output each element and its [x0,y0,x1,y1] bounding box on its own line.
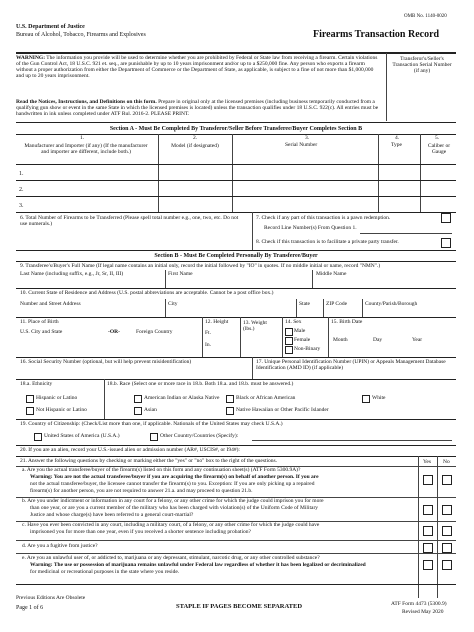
q21e-yes-checkbox[interactable] [423,560,433,570]
ethnicity-not-hispanic-checkbox[interactable] [26,407,34,415]
q20-rule [16,456,456,457]
q21e-text: e. Are you an unlawful user of, or addicted to, marijuana or any depressant, stimulant, narcotic drug, or any other controlled substance? [22,555,320,561]
agency-name: U.S. Department of Justice [16,24,85,30]
col1-header: Manufacturer and Importer (if any) (If the manufacturer and importer are different, include both.) [24,143,148,156]
county-field[interactable]: County/Parish/Borough [365,301,418,307]
race-white-label: White [372,395,386,401]
seller-serial-number-field[interactable]: Transferor's/Seller's Transaction Serial Number (if any) [392,56,452,75]
col4-num: 4. [395,135,400,141]
q21b-text-3: Justice and whose charge(s) have been referred to a general court-martial? [30,512,194,518]
q10-divider-3 [323,299,324,317]
q16-divider [252,357,253,379]
q21a-no-checkbox[interactable] [442,475,452,485]
q21c-text-2: imprisoned you for more than one year, even if you received a shorter sentence including probation? [30,529,251,535]
footer-form-number: ATF Form 4473 (5300.9) [391,601,447,607]
no-column-header: No [443,459,450,465]
ethnicity-hispanic-label: Hispanic or Latino [36,395,78,401]
q21d-rule [16,553,456,554]
notices-text [16,99,382,117]
omb-number: OMB No. 1140-0020 [404,14,447,19]
q8-label: 8. Check if this transaction is to facilitate a private party transfer. [256,239,399,245]
race-pacific-islander-checkbox[interactable] [226,407,234,415]
race-white-checkbox[interactable] [362,395,370,403]
race-pacific-islander-label: Native Hawaiian or Other Pacific Islander [236,407,329,413]
q16-rule [16,379,456,380]
q18-divider [104,379,105,419]
height-feet-field[interactable]: Ft. [205,330,211,336]
firearm-row-rule-1 [16,180,456,181]
ssn-field[interactable]: 16. Social Security Number (optional, but will help prevent misidentification) [20,359,192,365]
q21a-yes-checkbox[interactable] [423,475,433,485]
q8-private-transfer-checkbox[interactable] [441,238,451,248]
section-b-header-rule [16,261,456,262]
q10-divider-1 [165,299,166,317]
firearm-row-rule-0 [16,164,456,165]
q21d-yes-checkbox[interactable] [423,543,433,553]
citizenship-usa-label: United States of America (U.S.A.) [44,433,120,439]
city-field[interactable]: City [168,301,178,307]
firearm-row-3-num: 3. [19,203,24,209]
q12-label: 12. Height [205,319,229,325]
footer-previous-editions: Previous Editions Are Obsolete [16,595,86,601]
q21c-rule [16,540,456,541]
race-black-checkbox[interactable] [226,395,234,403]
birth-year-field[interactable]: Year [412,337,423,343]
q21b-text-2: than one year, or are you a current member of the military who has been charged with violation(s) of the Uniform Code of Military [30,505,319,511]
race-american-indian-checkbox[interactable] [134,395,142,403]
q19-label: 19. Country of Citizenship: (Check/List more than one, if applicable. Nationals of the United States may check U.S.A.) [20,421,283,427]
q14-divider [282,317,283,357]
q10-rule [16,317,456,318]
sex-female-checkbox[interactable] [285,337,293,345]
bureau-name: Bureau of Alcohol, Tobacco, Firearms and Explosives [16,32,146,38]
q9-rule [16,288,456,289]
col2-num: 2. [193,135,198,141]
q21-label: 21. Answer the following questions by checking or marking either the "yes" or "no" box to the right of the questions. [20,458,278,464]
sex-nonbinary-label: Non-Binary [294,346,321,352]
q21c-text-1: c. Have you ever been convicted in any court, including a military court, of a felony, or any other crime for which the judge could have [22,522,320,528]
birth-city-state-field[interactable]: U.S. City and State [20,329,63,335]
q21c-no-checkbox[interactable] [442,526,452,536]
q21b-yes-checkbox[interactable] [423,505,433,515]
footer-revision-date: Revised May 2020 [402,609,444,615]
middle-name-field[interactable]: Middle Name [316,271,347,277]
firearm-row-1-num: 1. [19,171,24,177]
notices-label: Read the Notices, Instructions, and Definitions on this form. [16,99,157,105]
firearm-row-rule-2 [16,196,456,197]
q21a-note: firearm(s) for another person, you are not required to answer 21.a. and may proceed to question 21.b. [30,488,253,494]
citizenship-other-input[interactable] [252,440,452,441]
height-inches-field[interactable]: In. [205,342,211,348]
col2-header: Model (if designated) [171,143,219,149]
q21a-text: a. Are you the actual transferee/buyer of the firearm(s) listed on this form and any continuation sheet(s) (ATF Form 5300.9A)? [22,467,301,473]
q14-label: 14. Sex [285,319,302,325]
col5-header: Caliber or Gauge [427,143,451,156]
q21b-no-checkbox[interactable] [442,505,452,515]
race-american-indian-label: American Indian or Alaska Native [144,395,220,401]
serial-divider [386,53,387,121]
warning-body: The information you provide will be used to determine whether you are prohibited by Federal or State law from receiving a firearm. Certain violations of the Gun Control Act, 18 U.S.C. 921 et. seq., are punishable by up to 10 years imprisonment and/or up to a $250,000 fine. Any person who exports a firearm without a proper authorization from either the Department of Commerce or the Department of State, as applicable, is subject to a fine of not more than $1,000,000 and up to 20 years imprisonment. [16,55,378,80]
q21e-rule [16,584,456,585]
q9-label: 9. Transferee's/Buyer's Full Name (If legal name contains an initial only, record the initial followed by "IO" in quotes. If no middle initial or name, record "NMN".) [20,263,381,269]
zip-code-field[interactable]: ZIP Code [326,301,348,307]
birth-month-field[interactable]: Month [333,337,348,343]
q18b-label: 18.b. Race (Select one or more race in 18.b. Both 18.a. and 18.b. must be answered.) [107,381,294,387]
q21e-warning-cont: for medicinal or recreational purposes in the state where you reside. [30,569,180,575]
q18-rule [16,419,456,420]
ethnicity-hispanic-checkbox[interactable] [26,395,34,403]
q21d-text: d. Are you a fugitive from justice? [22,543,98,549]
footer-staple-notice: STAPLE IF PAGES BECOME SEPARATED [176,603,303,610]
section-b-rule [16,250,456,251]
last-name-field[interactable]: Last Name (including suffix, e.g., Jr, Sr, II, III) [20,271,124,277]
birth-foreign-country-field[interactable]: Foreign Country [136,329,173,335]
q10-divider-2 [296,299,297,317]
citizenship-usa-checkbox[interactable] [34,433,42,441]
col3-header: Serial Number [285,142,318,148]
q21e-no-checkbox[interactable] [442,560,452,570]
citizenship-other-label: Other Country/Countries (Specify): [160,433,239,439]
section-a-header: Section A - Must Be Completed By Transferor/Seller Before Transferee/Buyer Completes Section B [109,126,363,132]
street-address-field[interactable]: Number and Street Address [20,301,81,307]
race-asian-label: Asian [144,407,157,413]
q18a-label: 18.a. Ethnicity [20,381,53,387]
race-asian-checkbox[interactable] [134,407,142,415]
q21e-warning: Warning: The use or possession of marijuana remains unlawful under Federal law regardless of whether it has been legalized or decriminalized [30,562,366,568]
warning-text [16,55,382,80]
sex-male-label: Male [294,328,306,334]
firearm-row-2-num: 2. [19,187,24,193]
col-divider-3 [378,134,379,212]
citizenship-other-checkbox[interactable] [150,433,158,441]
q6-label: 6. Total Number of Firearms to be Transferred (Please spell total number e.g., one, two, etc. Do not use numerals.) [20,215,239,228]
q21b-text-1: b. Are you under indictment or information in any court for a felony, or any other crime for which the judge could imprison you for more [22,498,324,504]
q13-divider [240,317,241,357]
section-a-rule [16,122,456,123]
q7-label: 7. Check if any part of this transaction is a pawn redemption. [256,215,391,221]
q7-pawn-checkbox[interactable] [441,213,451,223]
q13-weight-field[interactable]: 13. Weight (lbs.) [243,320,267,333]
upin-field[interactable]: 17. Unique Personal Identification Number (UPIN) or Appeals Management Database Identification (AMD ID) (if applicable) [256,359,446,372]
q21a-exception: not the actual transferee/buyer, the licensee cannot transfer the firearm(s) to you. Exception: If you are only picking up a repaired [30,481,315,487]
q21a-warning: Warning: You are not the actual transferee/buyer if you are acquiring the firearm(s) on behalf of another person. If you are [30,474,319,480]
sex-male-checkbox[interactable] [285,328,293,336]
header-rule [16,52,456,54]
q10-divider-4 [362,299,363,317]
firearm-row-rule-3 [16,212,456,213]
race-black-label: Black or African American [236,395,296,401]
q9-divider-1 [165,270,166,288]
warning-label: WARNING: [16,55,46,61]
col3-num: 3. [305,135,310,141]
col-divider-1 [158,134,159,212]
q19-rule [16,445,456,446]
q6-divider [252,212,253,250]
section-b-header: Section B - Must Be Completed Personally By Transferee/Buyer [154,253,318,259]
q15-divider [328,317,329,357]
yes-column-header: Yes [423,459,432,465]
q11-rule [16,357,456,358]
alien-number-field[interactable]: 20. If you are an alien, record your U.S.-issued alien or admission number (AR#, USCIS#, or I94#): [20,447,240,453]
q7-line-input[interactable] [360,233,452,234]
notices-body: Prepare in original only at the licensed premises (including business temporarily conducted from a qualifying gun show or event in the same State in which the licensed premises is located) unless the transaction qualifies under 18 U.S.C. 922(c). All entries must be handwritten in ink unless completed under ATF Rul. 2016-2. PLEASE PRINT. [16,99,379,118]
q15-label: 15. Birth Date [331,319,363,325]
ethnicity-not-hispanic-label: Not Hispanic or Latino [36,407,87,413]
state-field[interactable]: State [299,301,310,307]
q11-label: 11. Place of Birth [20,319,59,325]
q10-label: 10. Current State of Residence and Address (U.S. postal abbreviations are acceptable. Cannot be a post office box.) [20,290,274,296]
first-name-field[interactable]: First Name [168,271,193,277]
q21d-no-checkbox[interactable] [442,543,452,553]
q7-line-label: Record Line Number(s) From Question 1. [264,225,357,231]
or-label: -OR- [108,329,120,335]
sex-female-label: Female [294,337,311,343]
no-column-divider [437,456,438,598]
col-divider-2 [232,134,233,212]
q21c-yes-checkbox[interactable] [423,526,433,536]
col5-num: 5. [435,135,440,141]
col-divider-4 [420,134,421,212]
footer-page-number: Page 1 of 6 [16,605,44,611]
sex-nonbinary-checkbox[interactable] [285,346,293,354]
q9-divider-2 [312,270,313,288]
col4-header: Type [391,142,402,148]
col1-num: 1. [80,135,85,141]
q12-divider [202,317,203,357]
birth-day-field[interactable]: Day [373,337,383,343]
yes-column-divider [418,456,419,598]
form-title: Firearms Transaction Record [313,29,440,40]
